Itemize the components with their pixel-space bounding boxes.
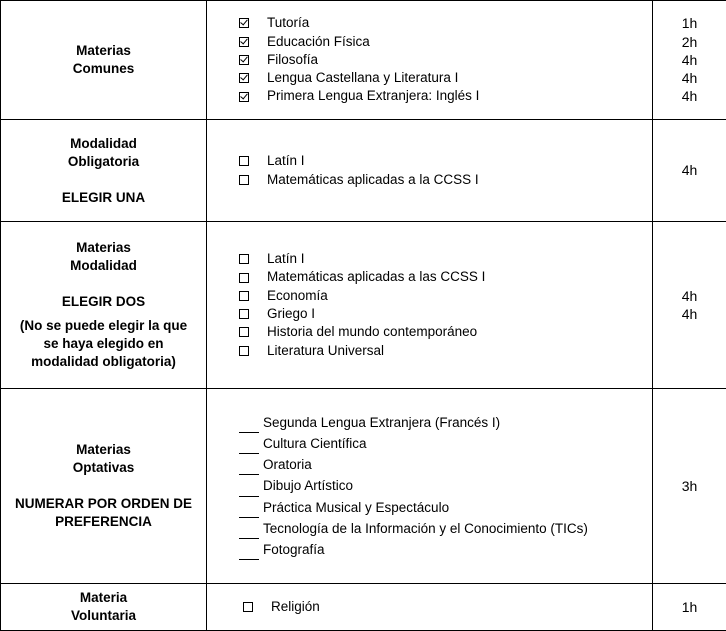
subjects-cell: [207, 120, 653, 222]
rank-blank-field[interactable]: [239, 420, 259, 433]
subject-item[interactable]: [239, 287, 652, 305]
hours-value: 4h: [681, 70, 698, 87]
subject-label: Tecnología de la Información y el Conocimiento (TICs): [263, 520, 588, 536]
optional-item[interactable]: [239, 454, 652, 475]
checked-box-icon[interactable]: [239, 92, 249, 102]
subject-label: Matemáticas aplicadas a la CCSS I: [267, 171, 479, 187]
subject-label: Primera Lengua Extranjera: Inglés I: [267, 88, 480, 104]
category-line: Optativas: [72, 460, 135, 475]
hours-value: 2h: [681, 33, 698, 50]
row-materia-voluntaria: [1, 584, 726, 631]
subject-item[interactable]: [239, 69, 652, 87]
optional-item[interactable]: [239, 518, 652, 539]
checked-box-icon[interactable]: [239, 37, 249, 47]
rank-blank-field[interactable]: [239, 547, 259, 560]
subject-label: Religión: [271, 598, 320, 614]
hours-value: 4h: [681, 51, 698, 68]
subject-item[interactable]: [239, 87, 652, 105]
optional-item[interactable]: [239, 475, 652, 496]
checkbox-icon[interactable]: [239, 346, 249, 356]
subject-label: Lengua Castellana y Literatura I: [267, 70, 459, 86]
instruction-text: ELEGIR UNA: [61, 189, 146, 205]
category-cell: [1, 389, 207, 584]
optional-item[interactable]: [239, 497, 652, 518]
hours-cell: [653, 389, 726, 584]
subject-item[interactable]: [239, 305, 652, 323]
subject-item[interactable]: [239, 250, 652, 268]
optional-item[interactable]: [239, 539, 652, 560]
category-line: Materias: [76, 43, 131, 58]
subject-label: Griego I: [267, 306, 316, 321]
subject-label: Cultura Científica: [263, 435, 367, 451]
subject-label: Latín I: [267, 153, 305, 169]
checkbox-icon[interactable]: [239, 291, 249, 301]
instruction-text: PREFERENCIA: [55, 514, 152, 529]
hours-cell: [653, 1, 726, 120]
checkbox-icon[interactable]: [239, 309, 249, 319]
subject-label: Literatura Universal: [267, 342, 385, 358]
checkbox-icon[interactable]: [239, 254, 249, 264]
instruction-text: ELEGIR DOS: [61, 294, 146, 309]
optional-item[interactable]: [239, 433, 652, 454]
hours-cell: [653, 222, 726, 389]
hours-value: 1h: [681, 598, 698, 615]
subject-item[interactable]: [239, 51, 652, 69]
subject-item[interactable]: [239, 342, 652, 360]
category-line: Modalidad: [70, 135, 137, 151]
subject-label: Dibujo Artístico: [263, 478, 354, 494]
category-line: Materias: [76, 240, 131, 255]
checked-box-icon[interactable]: [239, 55, 249, 65]
subject-item[interactable]: [239, 14, 652, 32]
category-line: Materias: [76, 442, 131, 457]
category-line: Obligatoria: [67, 153, 140, 169]
subject-label: Historia del mundo contemporáneo: [267, 324, 478, 340]
subject-item[interactable]: [243, 598, 652, 616]
rank-blank-field[interactable]: [239, 441, 259, 454]
subject-label: Economía: [267, 287, 328, 303]
subject-item[interactable]: [239, 152, 652, 170]
category-cell: [1, 222, 207, 389]
subjects-cell: [207, 584, 653, 631]
category-cell: [1, 120, 207, 222]
rank-blank-field[interactable]: [239, 526, 259, 539]
category-line: Materia: [79, 590, 128, 605]
note-line: se haya elegido en: [43, 336, 164, 351]
rank-blank-field[interactable]: [239, 462, 259, 475]
checkbox-icon[interactable]: [239, 327, 249, 337]
subjects-cell: [207, 222, 653, 389]
note-line: modalidad obligatoria): [31, 354, 176, 369]
checkbox-icon[interactable]: [239, 175, 249, 185]
checkbox-icon[interactable]: [239, 273, 249, 283]
hours-cell: [653, 120, 726, 222]
category-cell: [1, 1, 207, 120]
subjects-cell: [207, 1, 653, 120]
subject-label: Matemáticas aplicadas a las CCSS I: [267, 269, 486, 285]
category-line: Modalidad: [70, 258, 137, 273]
subject-item[interactable]: [239, 33, 652, 51]
hours-cell: [653, 584, 726, 631]
subject-label: Fotografía: [263, 542, 325, 557]
hours-value: 4h: [681, 306, 698, 322]
category-cell: [1, 584, 207, 631]
row-modalidad-obligatoria: [1, 120, 726, 222]
instruction-text: NUMERAR POR ORDEN DE: [14, 496, 192, 511]
rank-blank-field[interactable]: [239, 484, 259, 497]
hours-value: 4h: [681, 88, 698, 105]
subject-label: Filosofía: [267, 51, 319, 67]
subject-label: Tutoría: [267, 15, 310, 31]
hours-value: 4h: [681, 162, 698, 179]
row-materias-modalidad: [1, 222, 726, 389]
category-line: Voluntaria: [70, 608, 136, 623]
subject-label: Latín I: [267, 251, 305, 267]
subjects-cell: [207, 389, 653, 584]
checked-box-icon[interactable]: [239, 18, 249, 28]
hours-value: 3h: [681, 477, 698, 494]
subject-label: Práctica Musical y Espectáculo: [263, 499, 450, 515]
row-materias-comunes: [1, 1, 726, 120]
subject-label: Oratoria: [263, 457, 312, 473]
hours-value: 4h: [681, 287, 698, 304]
subject-item[interactable]: [239, 171, 652, 189]
rank-blank-field[interactable]: [239, 505, 259, 518]
checkbox-icon[interactable]: [239, 156, 249, 166]
optional-item[interactable]: [239, 412, 652, 433]
subject-label: Segunda Lengua Extranjera (Francés I): [263, 414, 501, 430]
checkbox-icon[interactable]: [243, 602, 253, 612]
note-line: (No se puede elegir la que: [19, 318, 188, 333]
row-materias-optativas: [1, 389, 726, 584]
subject-item[interactable]: [239, 323, 652, 341]
checked-box-icon[interactable]: [239, 73, 249, 83]
category-line: Comunes: [72, 61, 135, 76]
hours-value: 1h: [681, 15, 698, 32]
subject-label: Educación Física: [267, 33, 370, 49]
subject-item[interactable]: [239, 268, 652, 286]
